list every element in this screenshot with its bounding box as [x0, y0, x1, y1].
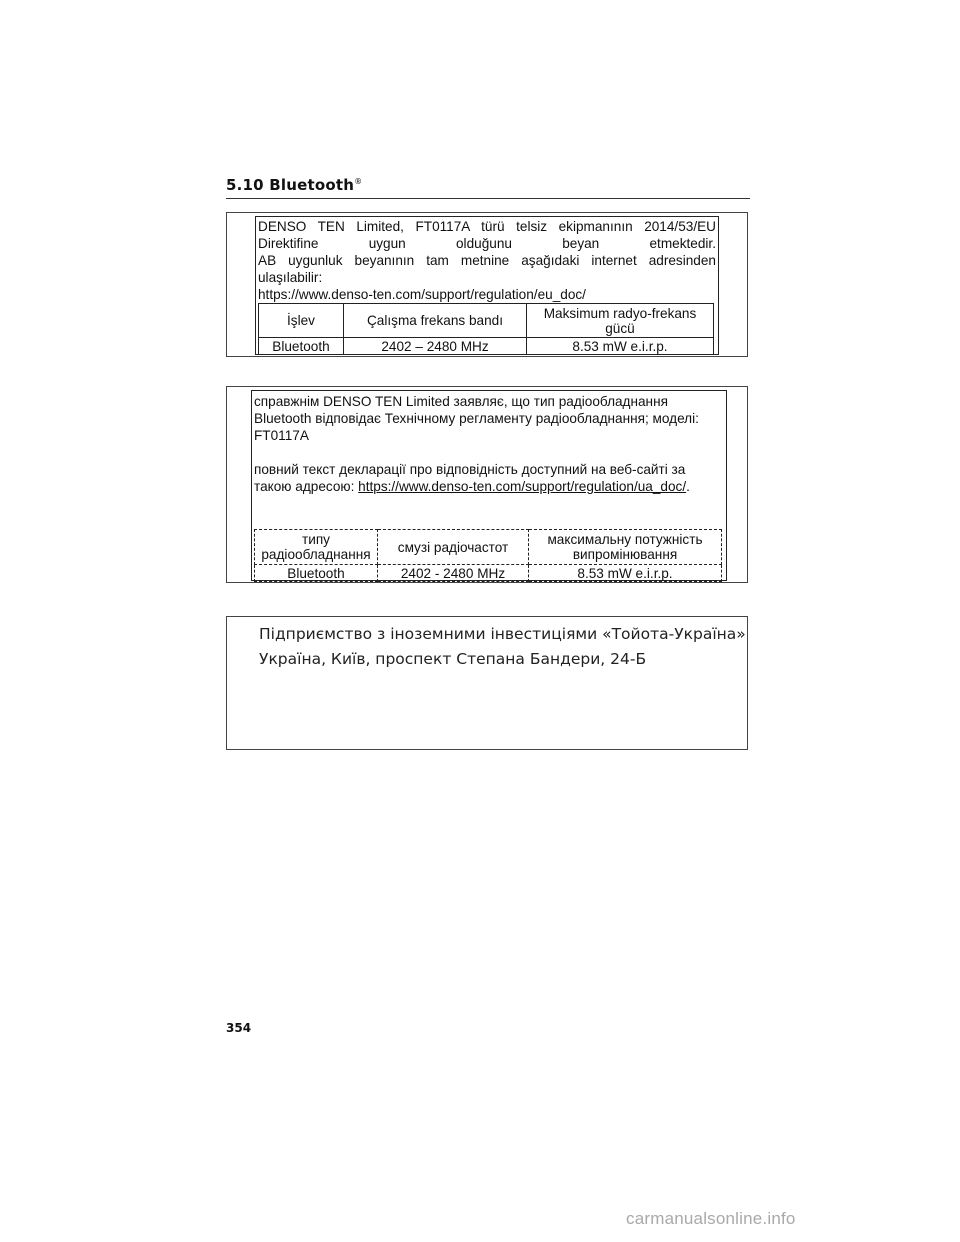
ukrainian-url: https://www.denso-ten.com/support/regulation/ua_doc/ [358, 479, 687, 494]
table-cell: Bluetooth [255, 565, 378, 582]
turkish-declaration-scan [255, 216, 719, 355]
table-cell: Bluetooth [259, 338, 344, 355]
table-header-cell: типу радіообладнання [255, 530, 378, 565]
table-header-row [259, 304, 714, 338]
turkish-url: https://www.denso-ten.com/support/regulation/eu_doc/ [258, 287, 586, 302]
importer-address-panel [226, 616, 748, 750]
table-cell: 2402 – 2480 MHz [344, 338, 527, 355]
turkish-frequency-table [258, 303, 714, 355]
table-header-cell: смузі радіочастот [378, 530, 529, 565]
section-title-text: 5.10 Bluetooth [226, 176, 355, 194]
ukrainian-paragraph-1: справжнім DENSO TEN Limited заявляє, що тип радіообладнання Bluetooth відповідає Технічному регламенту радіообладнання; моделі: FT0117A [254, 394, 699, 443]
table-header-cell: Maksimum radyo-frekans gücü [527, 304, 714, 338]
importer-address [259, 622, 746, 672]
registered-mark: ® [354, 177, 363, 186]
ukrainian-paragraph-2-block [254, 461, 724, 495]
section-title [226, 176, 362, 194]
table-header-cell: максимальну потужність випромінювання [529, 530, 722, 565]
turkish-paragraph-2: AB uygunluk beyanının tam metnine aşağıdaki internet adresinden ulaşılabilir: [258, 253, 716, 285]
ukrainian-paragraph-2: повний текст декларації про відповідність доступний на веб-сайті за такою адресою: [254, 462, 686, 494]
table-cell: 8.53 mW e.i.r.p. [527, 338, 714, 355]
table-row [259, 338, 714, 355]
address-line-2: Україна, Київ, проспект Степана Бандери, 24-Б [259, 650, 647, 668]
turkish-declaration-panel [226, 212, 748, 357]
table-header-row [255, 530, 722, 565]
address-line-1: Підприємство з іноземними інвестиціями «Тойота-Україна» [259, 625, 746, 643]
table-row [255, 565, 722, 582]
ukrainian-declaration-scan [251, 390, 727, 581]
table-cell: 2402 - 2480 MHz [378, 565, 529, 582]
page-number: 354 [226, 1021, 252, 1035]
turkish-paragraph-1: DENSO TEN Limited, FT0117A türü telsiz ekipmanının 2014/53/EU Direktifine uygun olduğunu beyan etmektedir. [258, 219, 716, 251]
ukrainian-declaration-panel [226, 386, 748, 583]
table-header-cell: İşlev [259, 304, 344, 338]
watermark: carmanualsonline.info [626, 1209, 796, 1228]
table-header-cell: Çalışma frekans bandı [344, 304, 527, 338]
header-divider [226, 198, 750, 199]
ukrainian-frequency-table [254, 529, 722, 582]
ukrainian-url-suffix: . [686, 479, 690, 494]
table-cell: 8.53 mW e.i.r.p. [529, 565, 722, 582]
